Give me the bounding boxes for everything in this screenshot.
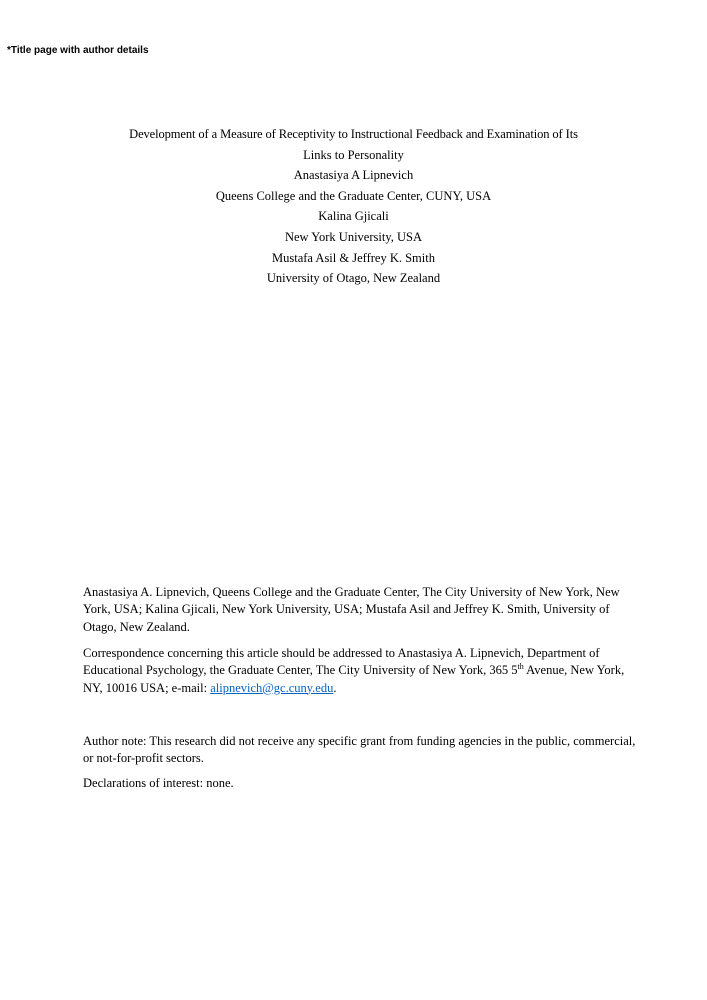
author-affiliation-1: Queens College and the Graduate Center, CUNY, USA bbox=[215, 188, 492, 203]
author-note-text: Author note: This research did not receive any specific grant from funding agencies in the public, commercial, or not-for-profit sectors. bbox=[83, 734, 636, 766]
paper-title-line-2: Links to Personality bbox=[303, 147, 404, 162]
correspondence-address: Avenue, New York, NY, 10016 USA; e-mail: bbox=[83, 663, 625, 695]
email-link[interactable]: alipnevich@gc.cuny.edu bbox=[210, 680, 334, 695]
ordinal-suffix: th bbox=[517, 662, 524, 672]
title-block bbox=[0, 124, 707, 289]
correspondence-end: . bbox=[333, 680, 337, 695]
title-page-note: *Title page with author details bbox=[7, 45, 149, 56]
author-affiliation-3: University of Otago, New Zealand bbox=[266, 271, 441, 286]
correspondence-paragraph bbox=[83, 645, 643, 697]
declarations-paragraph bbox=[83, 775, 643, 792]
paper-title-line-1: Development of a Measure of Receptivity to Instructional Feedback and Examination of Its bbox=[129, 127, 578, 141]
affiliations-paragraph bbox=[83, 584, 643, 636]
author-affiliation-2: New York University, USA bbox=[284, 229, 423, 244]
author-note-paragraph bbox=[83, 733, 643, 768]
affiliations-text: Anastasiya A. Lipnevich, Queens College and the Graduate Center, The City University of New York, New York, USA; Kalina Gjicali, New York University, USA; Mustafa Asil and Jeffrey K. Smith, University of Otago, New Zealand. bbox=[83, 585, 620, 634]
declarations-text: Declarations of interest: none. bbox=[83, 776, 234, 790]
author-name-1: Anastasiya A Lipnevich bbox=[293, 168, 414, 183]
author-name-2: Kalina Gjicali bbox=[318, 209, 389, 224]
author-name-3: Mustafa Asil & Jeffrey K. Smith bbox=[272, 250, 435, 265]
correspondence-intro: Correspondence concerning this article should be addressed to Anastasiya A. Lipnevich, Department of Educational Psychology, the Graduate Center, The City University of New York, 365 5 bbox=[83, 646, 600, 678]
